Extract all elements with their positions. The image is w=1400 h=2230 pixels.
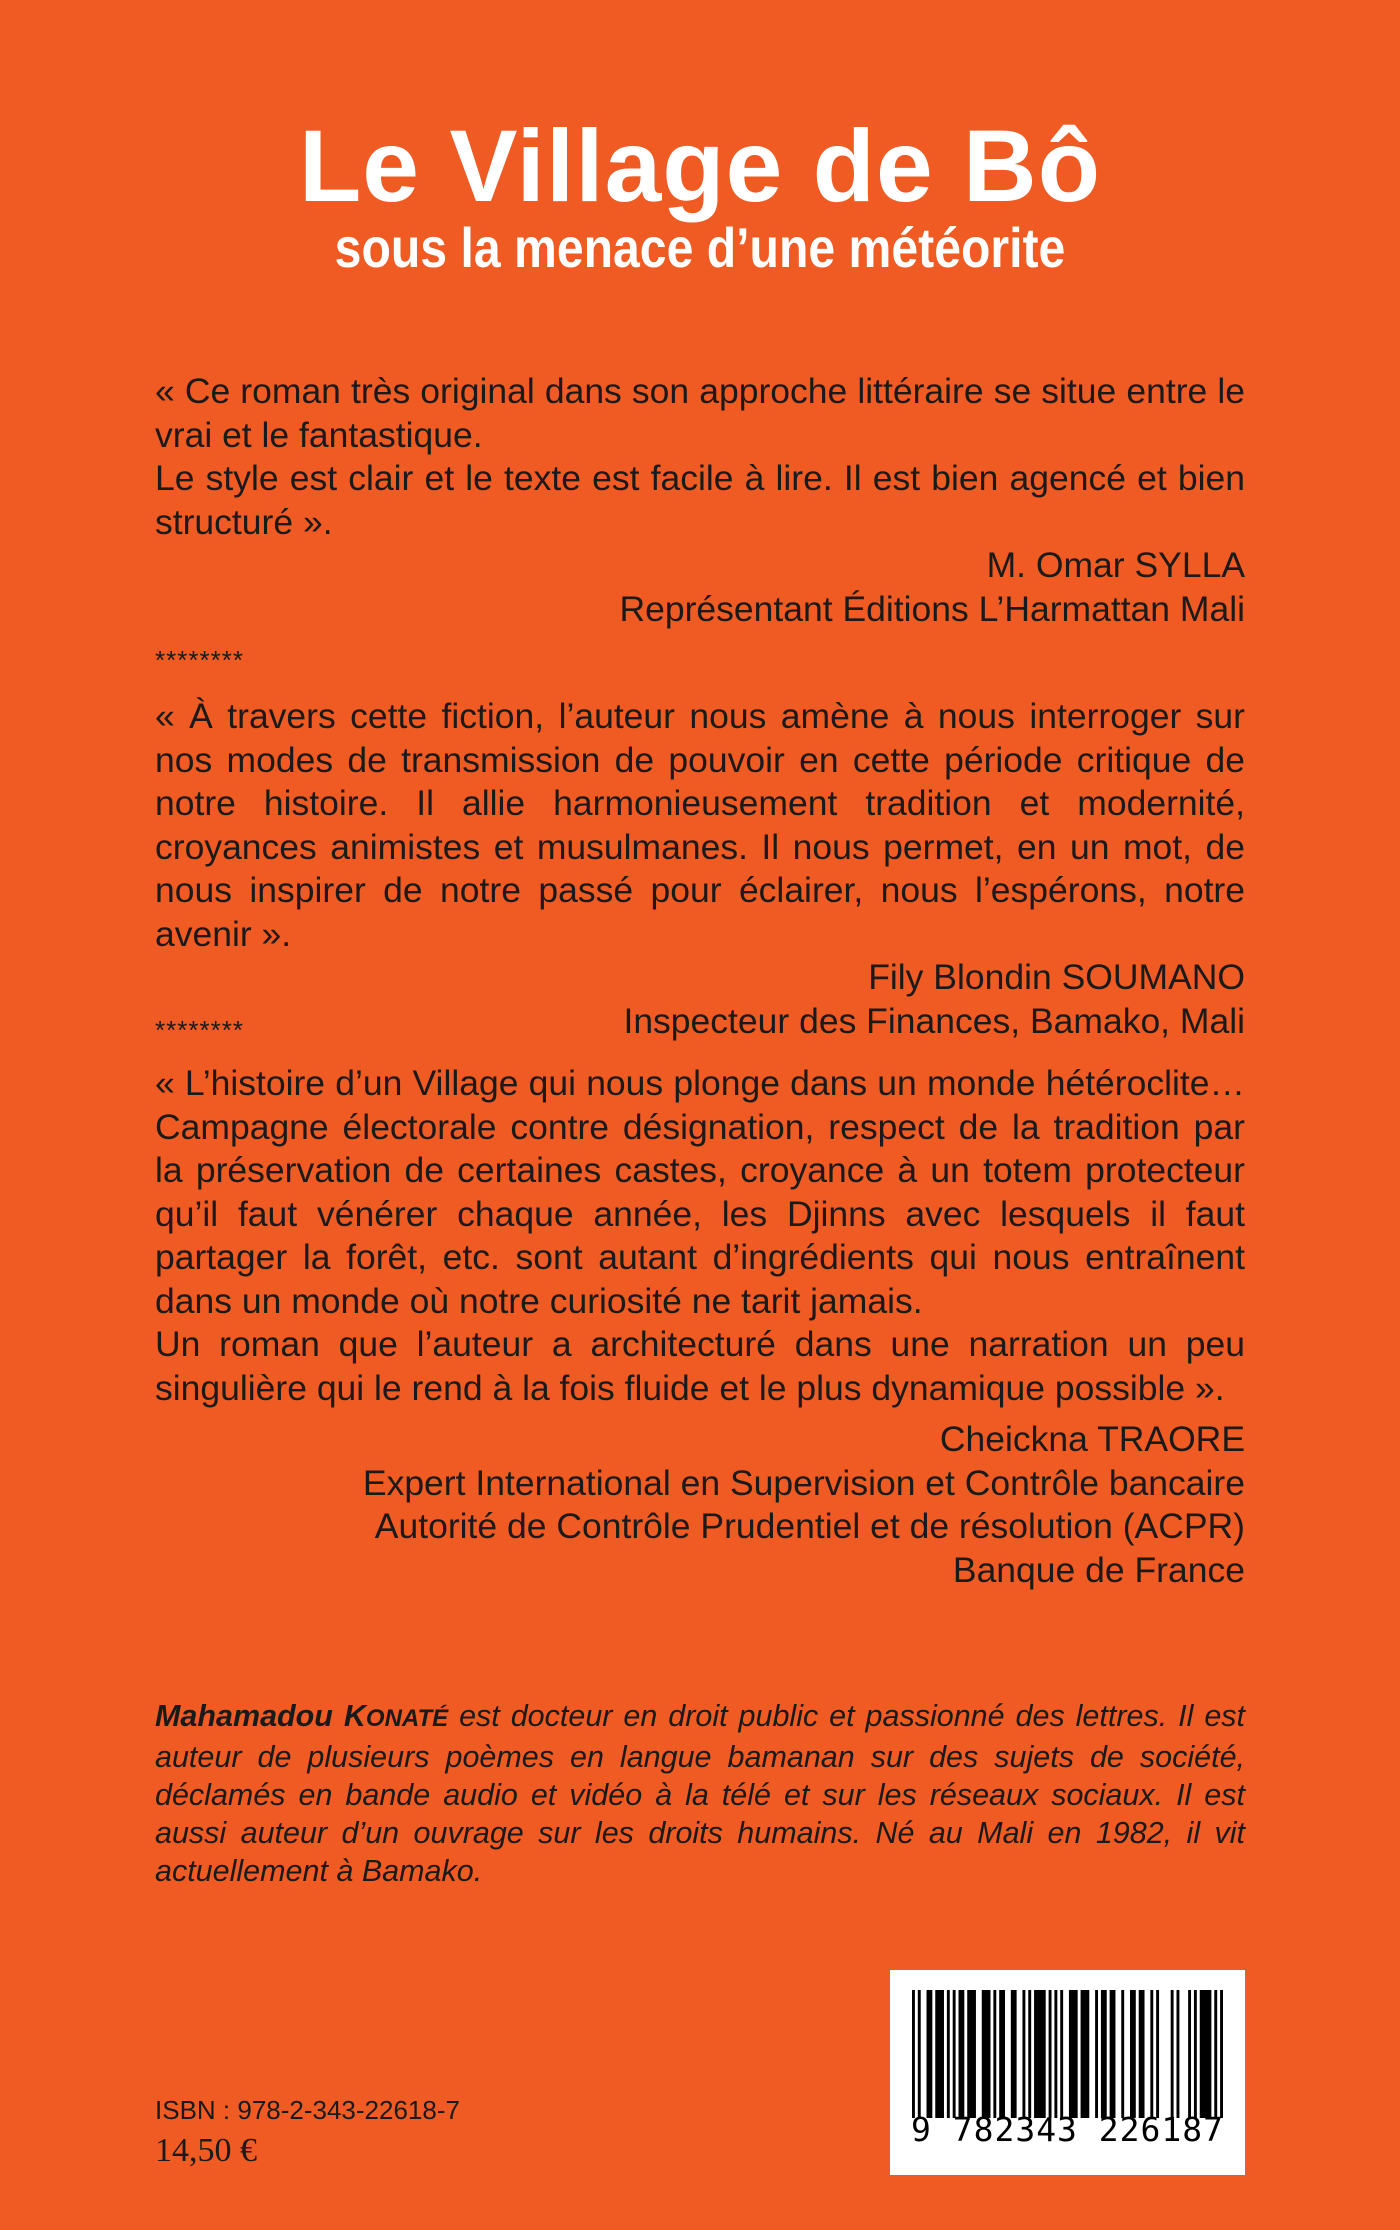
bio-text: est docteur en droit public et passionné des lettres. Il est auteur de plusieurs poèmes en langue bamanan sur des sujets de société, déclamés en bande audio et vidéo à la télé et sur les réseaux sociaux. Il est aussi auteur d’un ouvrage sur les droits humains. Né au Mali en 1982, il vit actuellement à Bamako. bbox=[155, 1699, 1246, 1888]
barcode-bar bbox=[1194, 1990, 1197, 2118]
quote-3-role-3: Banque de France bbox=[952, 1549, 1245, 1590]
barcode-bar bbox=[982, 1990, 991, 2118]
barcode-bar bbox=[1022, 1990, 1025, 2118]
barcode-bar bbox=[1188, 1990, 1191, 2118]
barcode-digits: 9 782343 226187 bbox=[910, 2110, 1224, 2149]
quote-1-line-2: Le style est clair et le texte est facile à lire. Il est bien agencé et bien structuré ». bbox=[155, 458, 1245, 542]
barcode-bar bbox=[1034, 1990, 1046, 2118]
review-quote-1 bbox=[155, 370, 1245, 631]
barcode-bar bbox=[953, 1990, 956, 2118]
barcode-bar bbox=[1069, 1990, 1078, 2118]
price: 14,50 € bbox=[155, 2132, 257, 2169]
barcode-bar bbox=[1101, 1990, 1107, 2118]
barcode-bar bbox=[1110, 1990, 1116, 2118]
review-quote-2 bbox=[155, 695, 1245, 1043]
barcode-bar bbox=[918, 1990, 921, 2118]
separator-2: ******** bbox=[155, 1015, 244, 1045]
quote-1-role: Représentant Éditions L’Harmattan Mali bbox=[619, 588, 1245, 629]
barcode-bar bbox=[1150, 1990, 1153, 2118]
barcode-bar bbox=[999, 1990, 1005, 2118]
barcode-bar bbox=[1060, 1990, 1063, 2118]
quote-2-text: « À travers cette fiction, l’auteur nous amène à nous interroger sur nos modes de transmission de pouvoir en cette période critique de notre histoire. Il allie harmonieusement tradition et modernité, croyances animistes et musulmanes. Il nous permet, en un mot, de nous inspirer de notre passé pour éclairer, nous l’espérons, notre avenir ». bbox=[155, 696, 1245, 954]
barcode-bar bbox=[1011, 1990, 1017, 2118]
quote-3-author: Cheickna TRAORE bbox=[939, 1419, 1245, 1459]
book-title: Le Village de Bô bbox=[298, 109, 1102, 223]
barcode-bar bbox=[1156, 1990, 1159, 2118]
quote-3-role-1: Expert International en Supervision et Contrôle bancaire bbox=[362, 1462, 1245, 1503]
barcode-bar bbox=[1130, 1990, 1136, 2118]
barcode-bar bbox=[1214, 1990, 1217, 2118]
barcode-bar bbox=[1049, 1990, 1052, 2118]
barcode-bar bbox=[947, 1990, 950, 2118]
bio-author-name: Mahamadou KONATÉ bbox=[155, 1699, 449, 1733]
quote-2-author: Fily Blondin SOUMANO bbox=[868, 957, 1245, 997]
quote-2-role: Inspecteur des Finances, Bamako, Mali bbox=[623, 1000, 1245, 1041]
separator-1: ******** bbox=[155, 645, 244, 675]
barcode-bar bbox=[912, 1990, 915, 2118]
barcode-bar bbox=[1200, 1990, 1212, 2118]
barcode-bar bbox=[927, 1990, 933, 2118]
barcode-bar bbox=[1095, 1990, 1098, 2118]
quote-3-paragraph-2: Un roman que l’auteur a architecturé dans une narration un peu singulière qui le rend à la fois fluide et le plus dynamique possible ». bbox=[155, 1324, 1245, 1408]
barcode-bar bbox=[959, 1990, 965, 2118]
barcode-bar bbox=[1081, 1990, 1090, 2118]
barcode-bar bbox=[1139, 1990, 1145, 2118]
author-bio bbox=[155, 1697, 1245, 1890]
barcode-bar bbox=[993, 1990, 996, 2118]
quote-1-author: M. Omar SYLLA bbox=[986, 545, 1245, 585]
barcode-bars bbox=[912, 1990, 1223, 2118]
quote-1-line-1: « Ce roman très original dans son approche littéraire se situe entre le vrai et le fantastique. bbox=[155, 371, 1245, 455]
barcode-bar bbox=[1177, 1990, 1180, 2118]
barcode-bar bbox=[935, 1990, 944, 2118]
review-quote-3 bbox=[155, 1062, 1245, 1592]
quote-3-paragraph-1: « L’histoire d’un Village qui nous plonge dans un monde hétéroclite… Campagne électorale contre désignation, respect de la tradition par la préservation de certaines castes, croyance à un totem protecteur qu’il faut vénérer chaque année, les Djinns avec lesquels il faut partager la forêt, etc. sont autant d’ingrédients qui nous entraînent dans un monde où notre curiosité ne tarit jamais. bbox=[155, 1063, 1245, 1321]
barcode-bar bbox=[1121, 1990, 1124, 2118]
barcode bbox=[890, 1970, 1245, 2175]
barcode-bar bbox=[1220, 1990, 1223, 2118]
quote-3-role-2: Autorité de Contrôle Prudentiel et de résolution (ACPR) bbox=[374, 1506, 1245, 1546]
isbn: ISBN : 978-2-343-22618-7 bbox=[155, 2095, 460, 2125]
barcode-bar bbox=[1028, 1990, 1031, 2118]
barcode-bar bbox=[1171, 1990, 1174, 2118]
barcode-bar bbox=[1054, 1990, 1057, 2118]
barcode-bar bbox=[967, 1990, 976, 2118]
book-subtitle: sous la menace d’une météorite bbox=[334, 216, 1066, 279]
